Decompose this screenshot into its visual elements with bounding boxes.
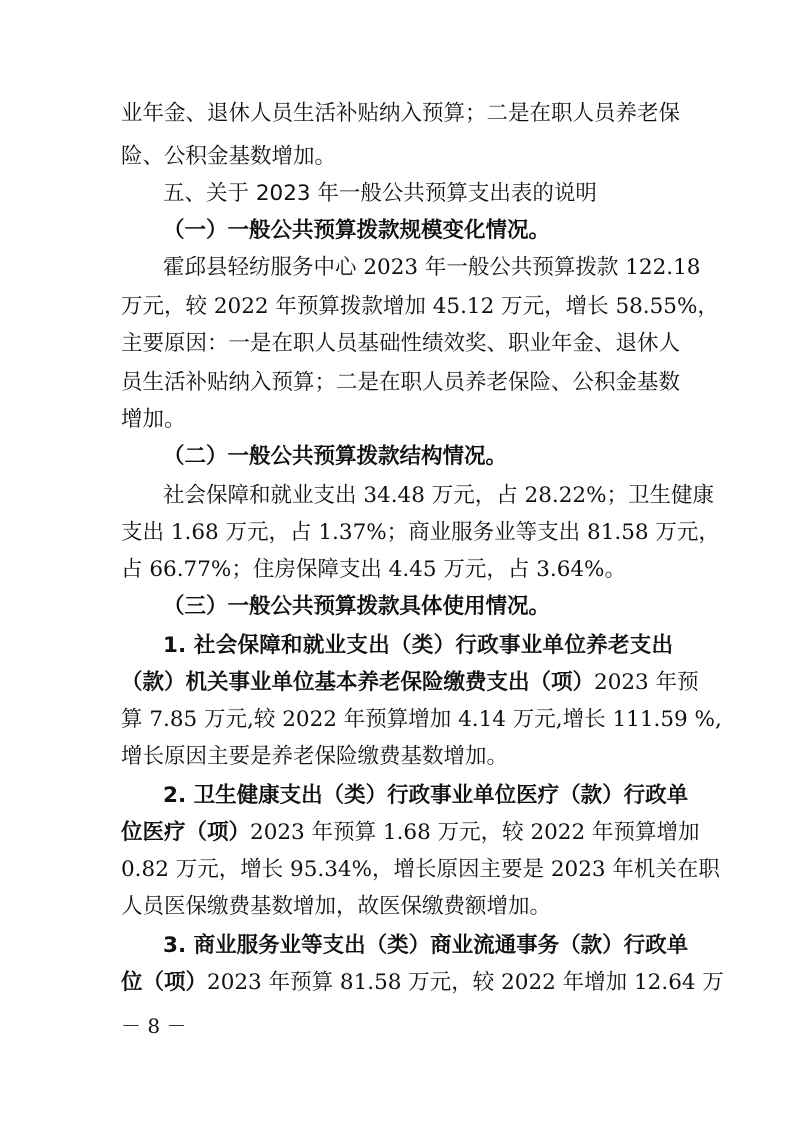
section-heading-5: 五、关于 2023 年一般公共预算支出表的说明 [163, 181, 597, 206]
para-line-8: 社会保障和就业支出 34.48 万元，占 28.22%；卫生健康 [163, 483, 715, 508]
para-line-4: 万元，较 2022 年预算拨款增加 45.12 万元，增长 58.55%， [121, 294, 719, 319]
item2-line4: 人员医保缴费基数增加，故医保缴费额增加。 [121, 894, 552, 919]
item3-line2-text: 2023 年预算 81.58 万元，较 2022 年增加 12.64 万 [207, 970, 724, 995]
page-number: － 8 － [121, 1014, 187, 1038]
para-line-10: 占 66.77%；住房保障支出 4.45 万元，占 3.64%。 [121, 557, 626, 582]
subheading-3: （三）一般公共预算拨款具体使用情况。 [163, 594, 551, 619]
subheading-1: （一）一般公共预算拨款规模变化情况。 [163, 218, 551, 243]
item1-line3: 算 7.85 万元,较 2022 年预算增加 4.14 万元,增长 111.59 %, [121, 707, 722, 732]
item3-title-line1: 3. 商业服务业等支出（类）商业流通事务（款）行政单 [163, 933, 689, 958]
item3-line2 [121, 968, 724, 998]
item2-title-line1: 2. 卫生健康支出（类）行政事业单位医疗（款）行政单 [163, 783, 689, 808]
para-line-9: 支出 1.68 万元，占 1.37%；商业服务业等支出 81.58 万元， [121, 520, 720, 545]
item1-title-line2: （款）机关事业单位基本养老保险缴费支出（项） [121, 670, 595, 695]
para-line-2: 险、公积金基数增加。 [121, 144, 337, 169]
para-line-7: 增加。 [121, 407, 186, 432]
item3-title-line2: 位（项） [121, 970, 208, 995]
item1-line2 [121, 668, 699, 698]
item1-line2-text: 2023 年预 [594, 670, 699, 695]
item1-title-line1: 1. 社会保障和就业支出（类）行政事业单位养老支出 [163, 633, 673, 658]
para-line-5: 主要原因：一是在职人员基础性绩效奖、职业年金、退休人 [121, 331, 681, 356]
item2-line2-text: 2023 年预算 1.68 万元，较 2022 年预算增加 [250, 820, 700, 845]
para-line-1: 业年金、退休人员生活补贴纳入预算；二是在职人员养老保 [121, 101, 681, 126]
item2-line2 [121, 818, 700, 848]
para-line-6: 员生活补贴纳入预算；二是在职人员养老保险、公积金基数 [121, 370, 681, 395]
item2-line3: 0.82 万元，增长 95.34%，增长原因主要是 2023 年机关在职 [121, 857, 720, 882]
subheading-2: （二）一般公共预算拨款结构情况。 [163, 444, 508, 469]
para-line-3: 霍邱县轻纺服务中心 2023 年一般公共预算拨款 122.18 [163, 255, 701, 280]
item1-line4: 增长原因主要是养老保险缴费基数增加。 [121, 744, 509, 769]
item2-title-line2: 位医疗（项） [121, 820, 251, 845]
